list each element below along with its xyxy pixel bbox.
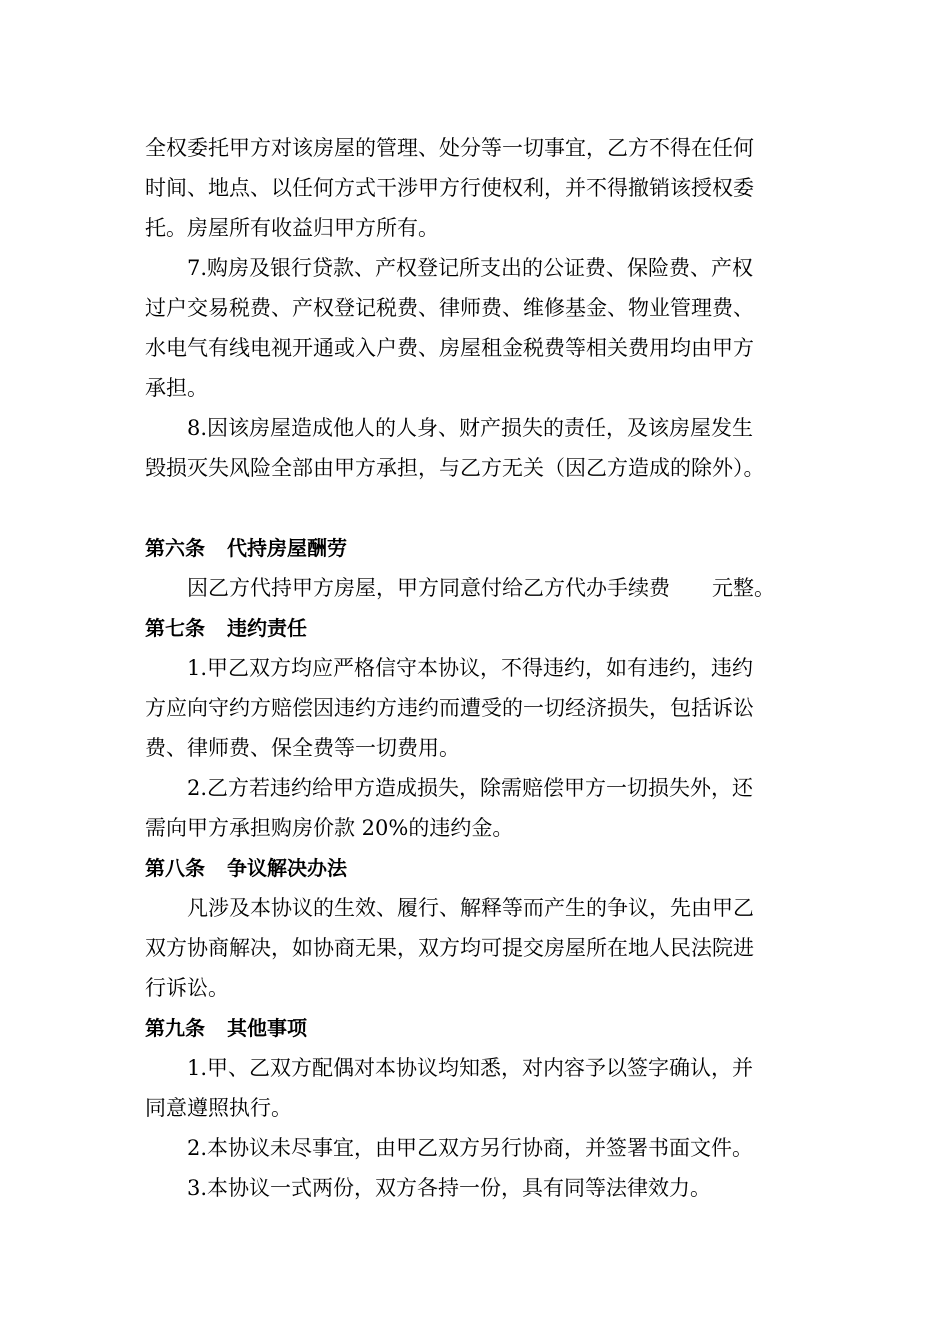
article-title: 违约责任	[227, 616, 307, 640]
article-7-heading	[145, 608, 810, 648]
article-7-clause-2-line: 需向甲方承担购房价款 20%的违约金。	[145, 816, 514, 840]
clause-7-line: 7.购房及银行贷款、产权登记所支出的公证费、保险费、产权	[187, 256, 754, 280]
fee-unit: 元整。	[712, 576, 775, 600]
fee-text: 因乙方代持甲方房屋，甲方同意付给乙方代办手续费	[187, 576, 670, 600]
text-line: 全权委托甲方对该房屋的管理、处分等一切事宜，乙方不得在任何	[145, 136, 754, 160]
article-9-heading	[145, 1008, 810, 1048]
article-7-clause-2-line: 2.乙方若违约给甲方造成损失，除需赔偿甲方一切损失外，还	[187, 776, 754, 800]
clause-7-line: 承担。	[145, 376, 208, 400]
document-page	[145, 128, 810, 1208]
article-8-line: 凡涉及本协议的生效、履行、解释等而产生的争议，先由甲乙	[187, 896, 754, 920]
article-9-clause-1-line: 1.甲、乙双方配偶对本协议均知悉，对内容予以签字确认，并	[187, 1056, 754, 1080]
article-number: 第八条	[145, 856, 205, 880]
article-number: 第七条	[145, 616, 205, 640]
article-number: 第六条	[145, 536, 205, 560]
article-title: 争议解决办法	[227, 856, 347, 880]
article-7-clause-1-line: 费、律师费、保全费等一切费用。	[145, 736, 460, 760]
article-8-line: 行诉讼。	[145, 976, 229, 1000]
article-title: 其他事项	[227, 1016, 307, 1040]
clause-7-line: 水电气有线电视开通或入户费、房屋租金税费等相关费用均由甲方	[145, 336, 754, 360]
article-number: 第九条	[145, 1016, 205, 1040]
article-9-clause-1-line: 同意遵照执行。	[145, 1096, 292, 1120]
spacer	[145, 488, 810, 528]
clause-8-line: 8.因该房屋造成他人的人身、财产损失的责任，及该房屋发生	[187, 416, 754, 440]
article-7-clause-1-line: 1.甲乙双方均应严格信守本协议，不得违约，如有违约，违约	[187, 656, 754, 680]
clause-8-line: 毁损灭失风险全部由甲方承担，与乙方无关（因乙方造成的除外）。	[145, 456, 765, 480]
article-8-heading	[145, 848, 810, 888]
text-line: 托。房屋所有收益归甲方所有。	[145, 216, 439, 240]
article-9-clause-3: 3.本协议一式两份，双方各持一份，具有同等法律效力。	[187, 1176, 712, 1200]
article-9-clause-2: 2.本协议未尽事宜，由甲乙双方另行协商，并签署书面文件。	[187, 1136, 754, 1160]
article-8-line: 双方协商解决，如协商无果，双方均可提交房屋所在地人民法院进	[145, 936, 754, 960]
clause-7-line: 过户交易税费、产权登记税费、律师费、维修基金、物业管理费、	[145, 296, 754, 320]
article-7-clause-1-line: 方应向守约方赔偿因违约方违约而遭受的一切经济损失，包括诉讼	[145, 696, 754, 720]
article-title: 代持房屋酬劳	[227, 536, 347, 560]
article-6-text	[145, 568, 810, 608]
article-6-heading	[145, 528, 810, 568]
text-line: 时间、地点、以任何方式干涉甲方行使权利，并不得撤销该授权委	[145, 176, 754, 200]
